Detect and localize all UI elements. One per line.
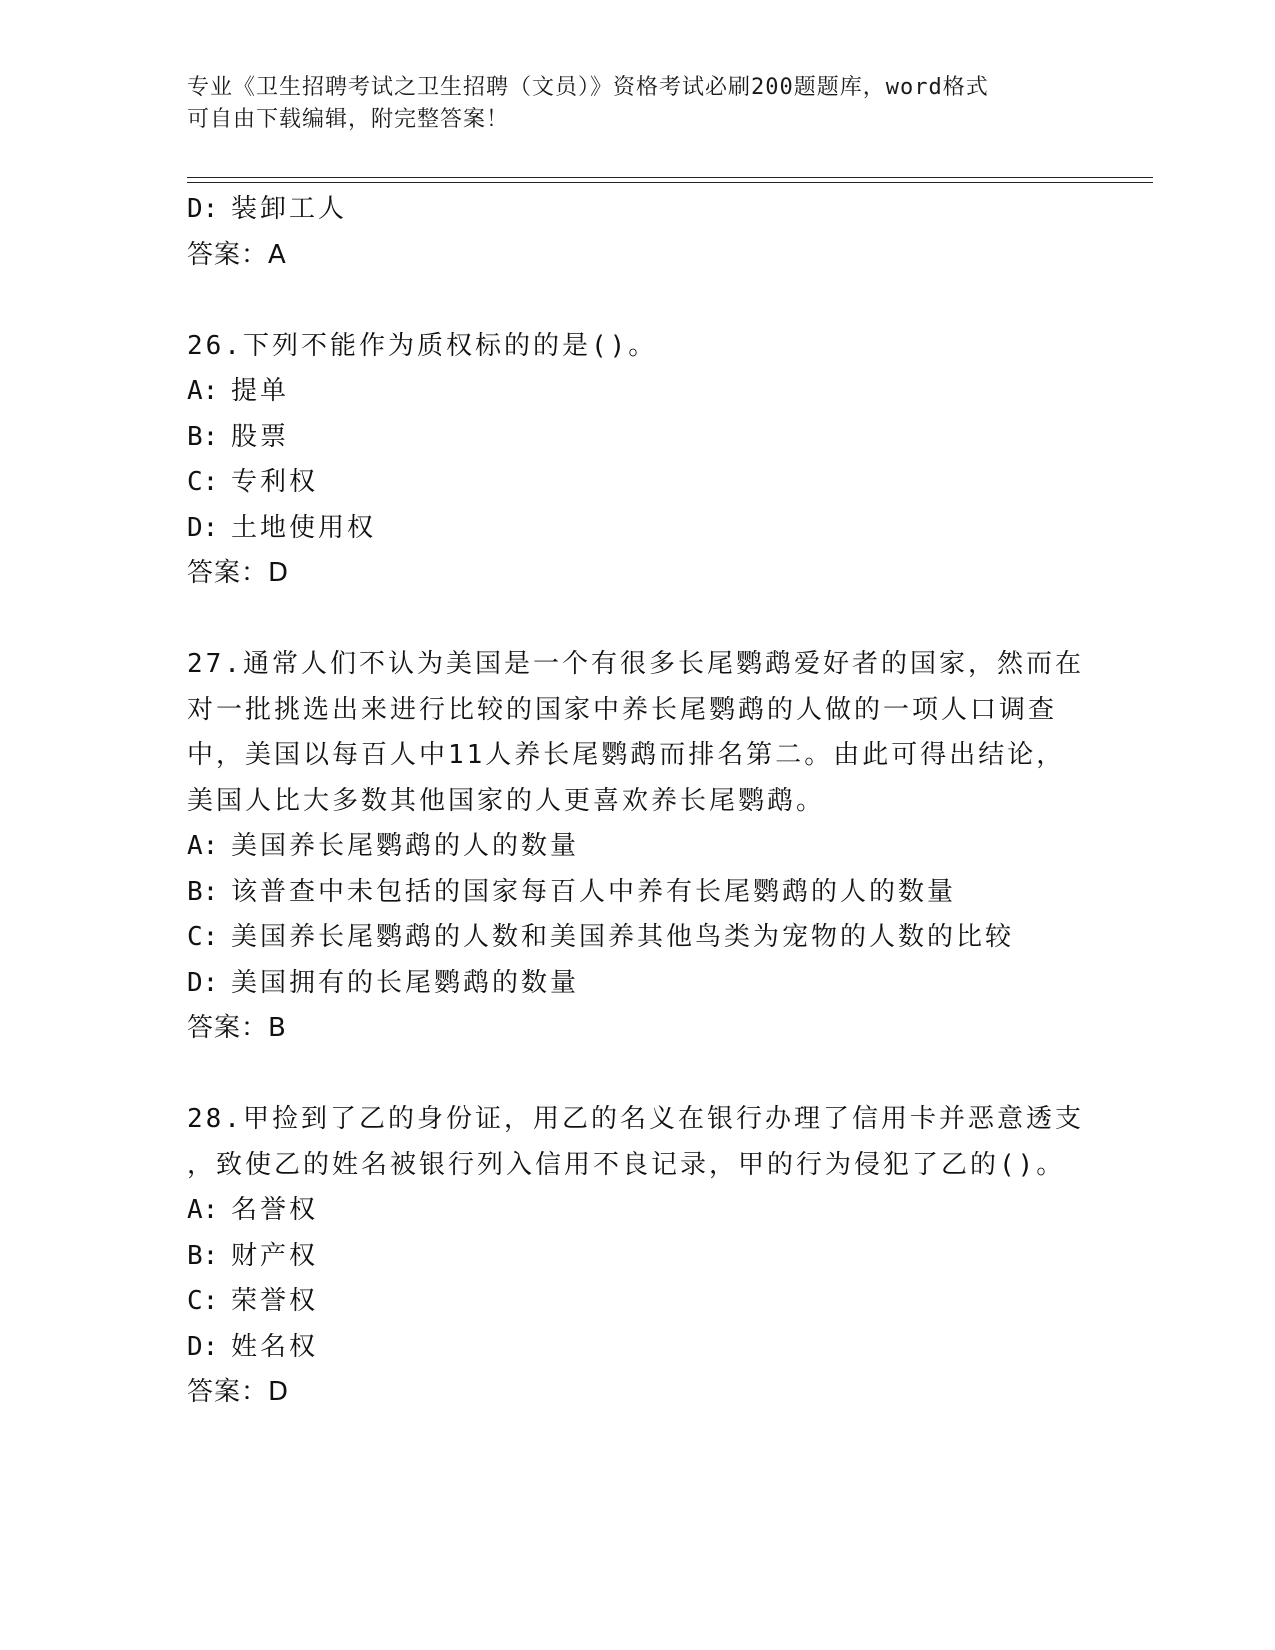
option-label: B: bbox=[187, 421, 219, 452]
answer: 答案：D bbox=[187, 558, 290, 588]
answer: 答案：A bbox=[187, 239, 287, 270]
option-label: A: bbox=[187, 376, 219, 406]
previous-question-tail bbox=[187, 187, 1087, 278]
document-body bbox=[187, 187, 1087, 1416]
option-label: D: bbox=[187, 512, 219, 543]
option-text: 装卸工人 bbox=[231, 194, 348, 224]
option-a bbox=[187, 1188, 1087, 1234]
option-label: A: bbox=[187, 1195, 219, 1225]
option-d bbox=[187, 1325, 1087, 1371]
option-text: 该普查中未包括的国家每百人中养有长尾鹦鹉的人的数量 bbox=[231, 876, 957, 907]
option-label: C: bbox=[187, 1286, 219, 1316]
option-label: D: bbox=[187, 1331, 219, 1362]
option-label: A: bbox=[187, 831, 219, 861]
question-stem-line: 美国人比大多数其他国家的人更喜欢养长尾鹦鹉。 bbox=[187, 785, 826, 816]
option-d bbox=[187, 506, 1087, 552]
question-stem-line: 对一批挑选出来进行比较的国家中养长尾鹦鹉的人做的一项人口调查 bbox=[187, 694, 1058, 725]
option-label: C: bbox=[187, 922, 219, 952]
option-d bbox=[187, 961, 1087, 1007]
option-a bbox=[187, 824, 1087, 870]
option-text: 荣誉权 bbox=[231, 1286, 319, 1316]
option-label: D: bbox=[187, 194, 219, 224]
option-c bbox=[187, 460, 1087, 506]
option-text: 美国养长尾鹦鹉的人的数量 bbox=[231, 831, 580, 861]
option-b bbox=[187, 415, 1087, 461]
question-26 bbox=[187, 324, 1087, 597]
option-text: 名誉权 bbox=[231, 1195, 319, 1225]
question-stem-line: 27.通常人们不认为美国是一个有很多长尾鹦鹉爱好者的国家，然而在 bbox=[187, 649, 1084, 679]
spacer bbox=[187, 597, 1087, 643]
option-text: 股票 bbox=[231, 421, 290, 452]
option-label: B: bbox=[187, 1240, 219, 1271]
header-divider-bottom bbox=[187, 182, 1153, 183]
option-d bbox=[187, 187, 1087, 233]
option-label: B: bbox=[187, 876, 219, 907]
option-c bbox=[187, 915, 1087, 961]
question-stem-line: ，致使乙的姓名被银行列入信用不良记录，甲的行为侵犯了乙的()。 bbox=[187, 1149, 1066, 1180]
option-text: 美国养长尾鹦鹉的人数和美国养其他鸟类为宠物的人数的比较 bbox=[231, 922, 1015, 952]
option-a bbox=[187, 369, 1087, 415]
question-27 bbox=[187, 642, 1087, 1052]
question-stem-line: 28.甲捡到了乙的身份证，用乙的名义在银行办理了信用卡并恶意透支 bbox=[187, 1104, 1084, 1134]
question-stem-line: 中，美国以每百人中11人养长尾鹦鹉而排名第二。由此可得出结论， bbox=[187, 740, 1066, 770]
option-label: C: bbox=[187, 467, 219, 497]
option-text: 美国拥有的长尾鹦鹉的数量 bbox=[231, 967, 580, 998]
option-text: 土地使用权 bbox=[231, 512, 377, 543]
answer: 答案：D bbox=[187, 1377, 290, 1407]
option-text: 财产权 bbox=[231, 1240, 319, 1271]
header-line-1: 专业《卫生招聘考试之卫生招聘（文员）》资格考试必刷200题题库，word格式 bbox=[187, 75, 989, 100]
option-c bbox=[187, 1279, 1087, 1325]
question-stem-line: 26.下列不能作为质权标的的是()。 bbox=[187, 330, 658, 361]
spacer bbox=[187, 1052, 1087, 1098]
option-b bbox=[187, 870, 1087, 916]
header-line-2: 可自由下载编辑，附完整答案！ bbox=[187, 107, 510, 132]
header-divider-top bbox=[187, 177, 1153, 178]
question-28 bbox=[187, 1097, 1087, 1416]
option-label: D: bbox=[187, 967, 219, 998]
spacer bbox=[187, 278, 1087, 324]
option-b bbox=[187, 1234, 1087, 1280]
option-text: 姓名权 bbox=[231, 1331, 319, 1362]
option-text: 专利权 bbox=[231, 467, 319, 497]
document-header bbox=[187, 72, 1067, 136]
option-text: 提单 bbox=[231, 376, 290, 406]
answer: 答案：B bbox=[187, 1013, 287, 1043]
